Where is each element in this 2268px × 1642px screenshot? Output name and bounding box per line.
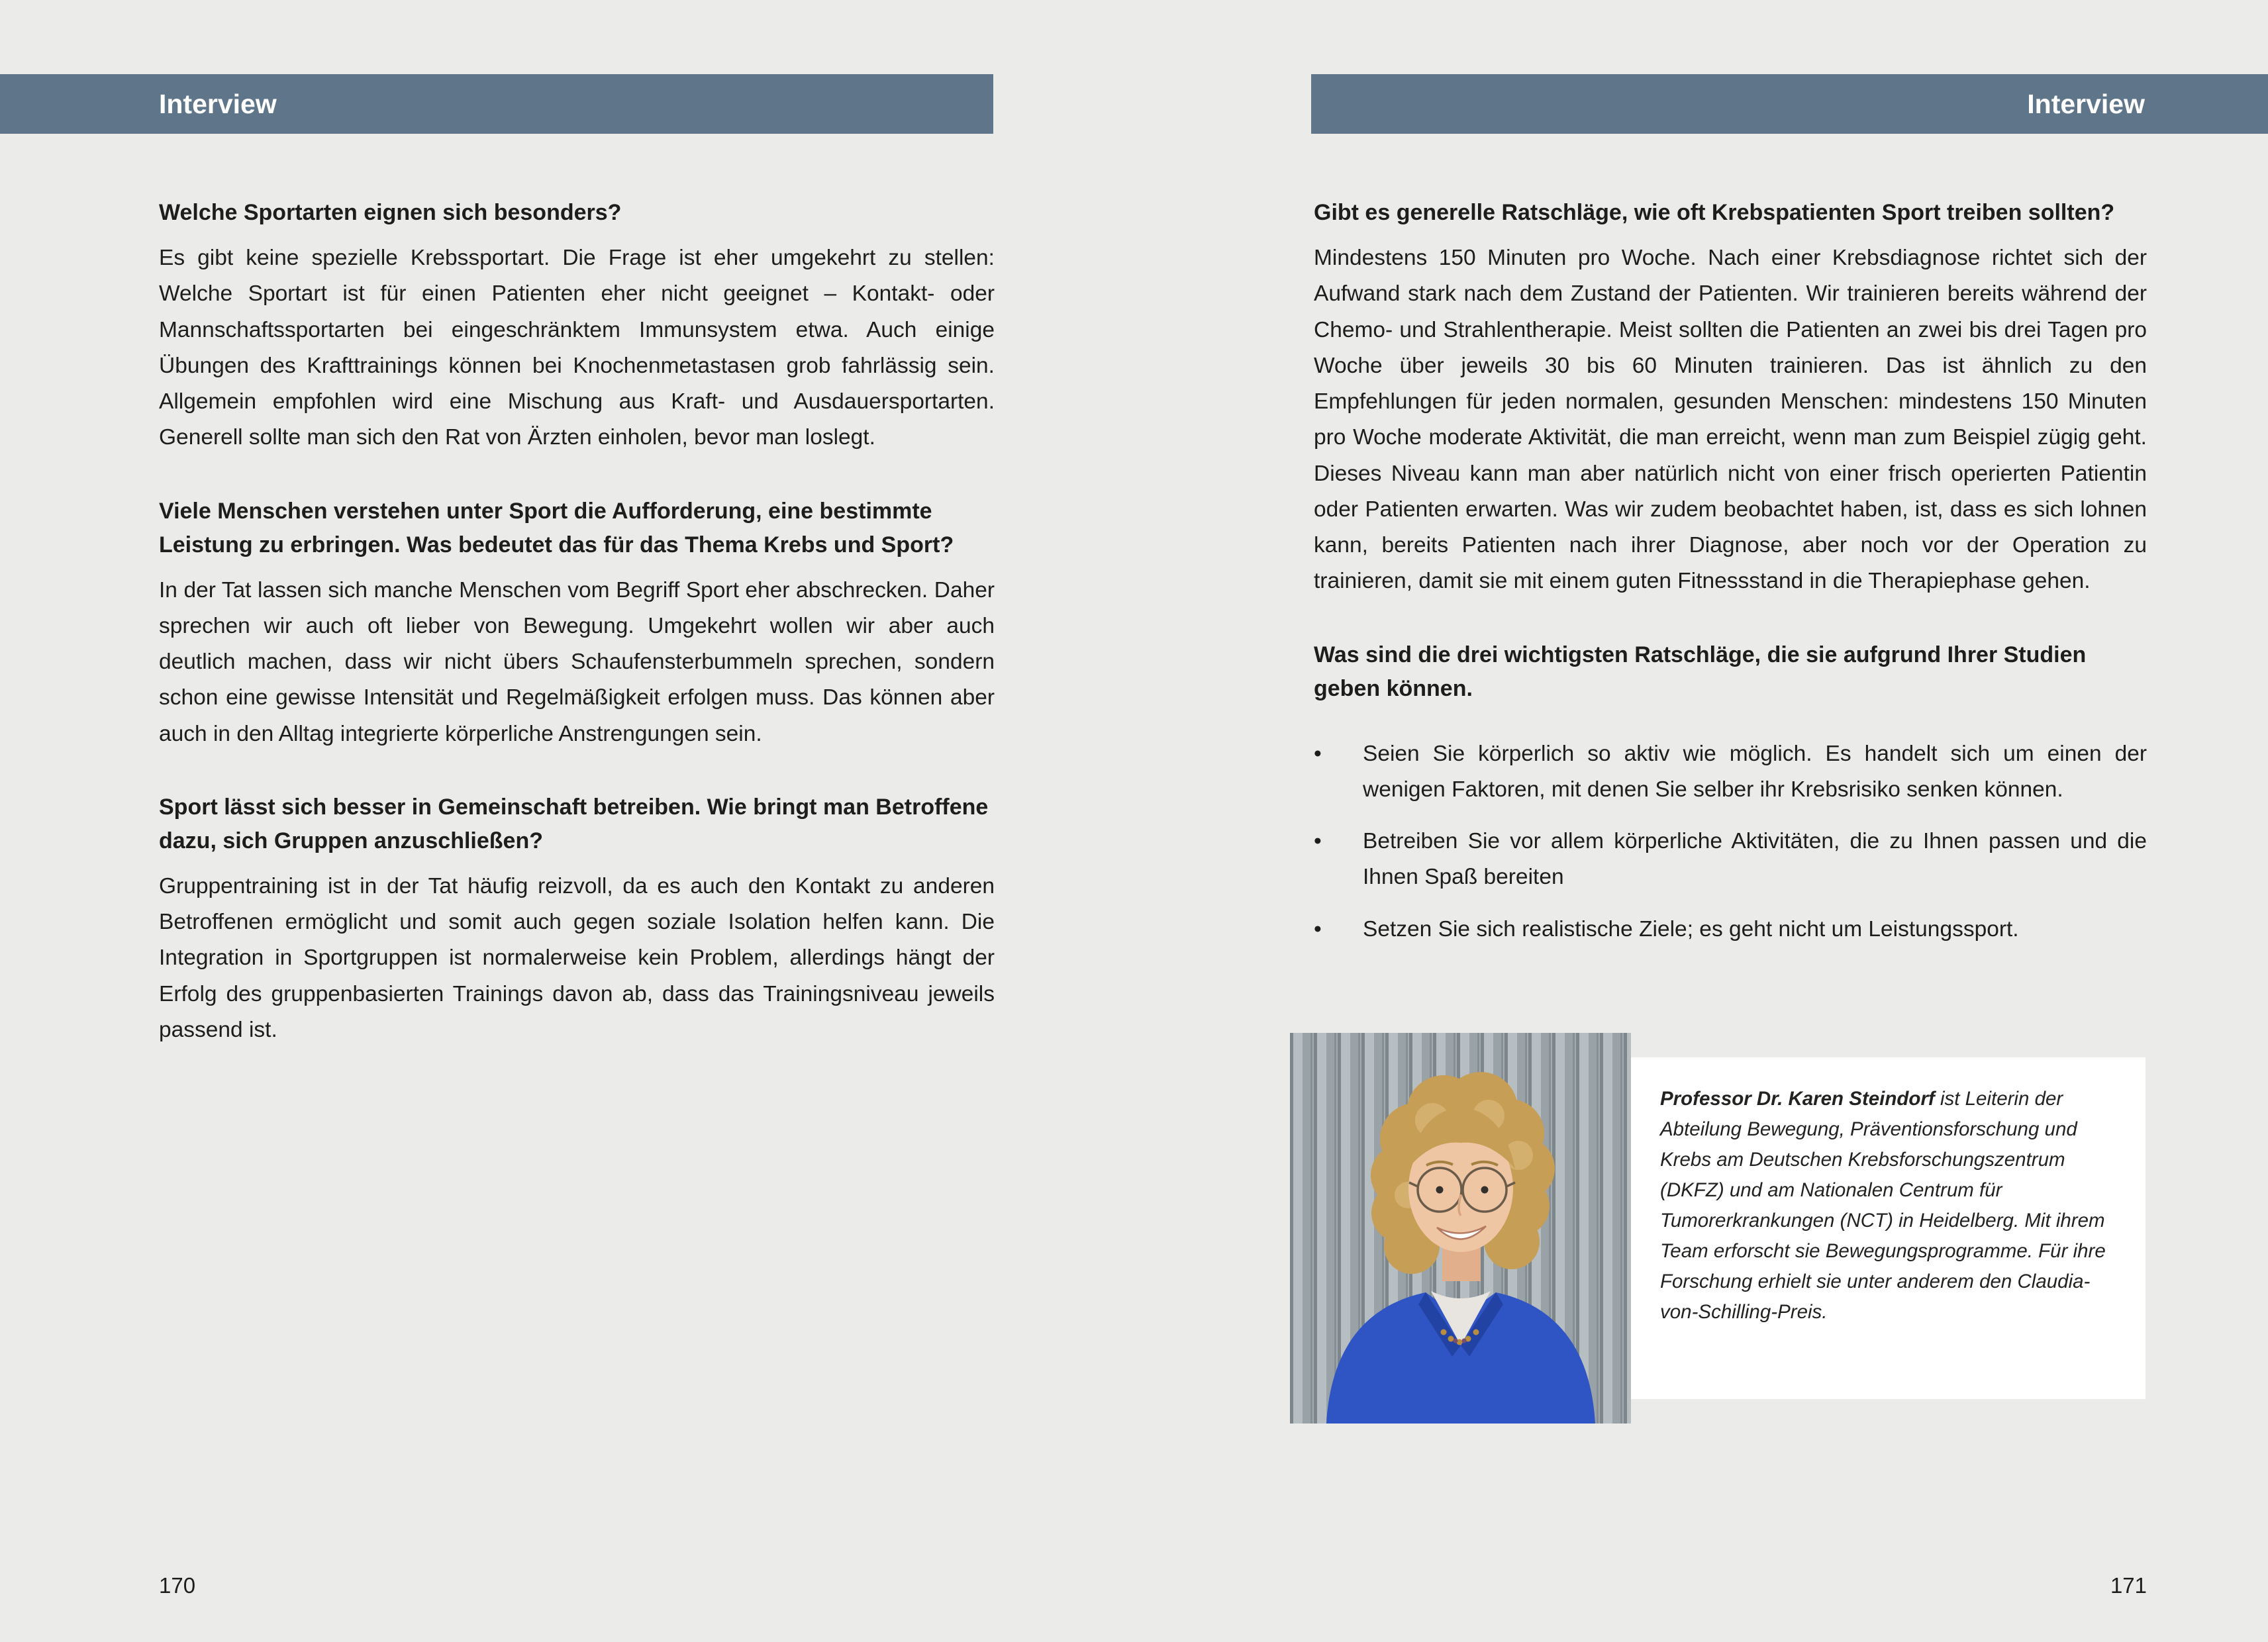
right-page-column xyxy=(1314,196,2147,963)
question-heading: Sport lässt sich besser in Gemeinschaft betreiben. Wie bringt man Betroffene dazu, sich Gruppen anzuschließen? xyxy=(159,794,989,853)
bullet-dot: • xyxy=(1314,829,1322,854)
bullet-text: Setzen Sie sich realistische Ziele; es geht nicht um Leistungssport. xyxy=(1363,916,2019,942)
bullet-text: Betreiben Sie vor allem körperliche Aktivitäten, die zu Ihnen passen und die Ihnen Spaß bereiten xyxy=(1363,829,2147,890)
question-heading: Gibt es generelle Ratschläge, wie oft Krebspatienten Sport treiben sollten? xyxy=(1314,200,2115,225)
bullet-item xyxy=(1314,736,2147,808)
profile-bio-text: ist Leiterin der Abteilung Bewegung, Präventionsforschung und Krebs am Deutschen Krebsforschungszentrum (DKFZ) und am Nationalen Centrum für Tumorerkrankungen (NCT) in Heidelberg. Mit ihrem Team erforscht sie Bewegungsprogramme. Für ihre Forschung erhielt sie unter anderem den Claudia-von-Schilling-Preis. xyxy=(1660,1088,2106,1324)
header-title-right: Interview xyxy=(2027,88,2145,119)
page-number-left: 170 xyxy=(159,1573,196,1598)
question-heading: Was sind die drei wichtigsten Ratschläge, die sie aufgrund Ihrer Studien geben können. xyxy=(1314,642,2087,701)
interview-header-right xyxy=(1311,74,2268,134)
interview-header-left xyxy=(0,74,993,134)
portrait-illustration xyxy=(1290,1033,1631,1424)
question-heading: Welche Sportarten eignen sich besonders? xyxy=(159,200,622,225)
portrait-photo-karen-steindorf xyxy=(1290,1033,1631,1424)
bullet-item xyxy=(1314,824,2147,896)
answer-paragraph: Gruppentraining ist in der Tat häufig reizvoll, da es auch den Kontakt zu anderen Betroffenen ermöglicht und somit auch gegen soziale Isolation helfen kann. Die Integration in Sportgruppen ist normalerweise kein Problem, allerdings hängt der Erfolg des gruppenbasierten Trainings davon ab, dass das Trainingsniveau jeweils passend ist. xyxy=(159,873,995,1042)
answer-paragraph: Mindestens 150 Minuten pro Woche. Nach einer Krebsdiagnose richtet sich der Aufwand stark nach dem Zustand der Patienten. Wir trainieren bereits während der Chemo- und Strahlentherapie. Meist sollten die Patienten an zwei bis drei Tagen pro Woche über jeweils 30 bis 60 Minuten trainieren. Das ist ähnlich zu den Empfehlungen für jeden normalen, gesunden Menschen: mindestens 150 Minuten pro Woche moderate Aktivität, die man erreicht, wenn man zum Beispiel zügig geht. Dieses Niveau kann man aber natürlich nicht von einer frisch operierten Patientin oder Patienten erwarten. Was wir zudem beobachtet haben, ist, dass es sich lohnen kann, bereits Patienten nach ihrer Diagnose, aber noch vor der Operation zu trainieren, damit sie mit einem guten Fitnessstand in die Therapiephase gehen. xyxy=(1314,246,2147,594)
profile-name: Professor Dr. Karen Steindorf xyxy=(1660,1088,1935,1110)
advice-bullet-list xyxy=(1314,736,2147,947)
question-heading: Viele Menschen verstehen unter Sport die Aufforderung, eine bestimmte Leistung zu erbringen. Was bedeutet das für das Thema Krebs und Sport? xyxy=(159,498,954,557)
left-page-column xyxy=(159,196,995,1055)
bullet-text: Seien Sie körperlich so aktiv wie möglich. Es handelt sich um einen der wenigen Faktoren, mit denen Sie selber ihr Krebsrisiko senken können. xyxy=(1363,741,2147,802)
answer-paragraph: Es gibt keine spezielle Krebssportart. Die Frage ist eher umgekehrt zu stellen: Welche Sportart ist für einen Patienten eher nicht geeignet – Kontakt- oder Mannschaftssportarten bei eingeschränktem Immunsystem etwa. Auch einige Übungen des Krafttrainings können bei Knochenmetastasen grob fahrlässig sein. Allgemein empfohlen wird eine Mischung aus Kraft- und Ausdauersportarten. Generell sollte man sich den Rat von Ärzten einholen, bevor man loslegt. xyxy=(159,246,995,450)
page-number-right: 171 xyxy=(2110,1573,2147,1598)
bullet-dot: • xyxy=(1314,916,1322,942)
header-title-left: Interview xyxy=(159,88,277,119)
profile-caption-box xyxy=(1631,1057,2145,1399)
answer-paragraph: In der Tat lassen sich manche Menschen vom Begriff Sport eher abschrecken. Daher sprechen wir auch oft lieber von Bewegung. Umgekehrt wollen wir aber auch deutlich machen, dass wir nicht übers Schaufensterbummeln sprechen, sondern schon eine gewisse Intensität und Regelmäßigkeit erfolgen muss. Das können aber auch in den Alltag integrierte körperliche Anstrengungen sein. xyxy=(159,577,995,746)
bullet-item xyxy=(1314,912,2147,947)
bullet-dot: • xyxy=(1314,741,1322,766)
